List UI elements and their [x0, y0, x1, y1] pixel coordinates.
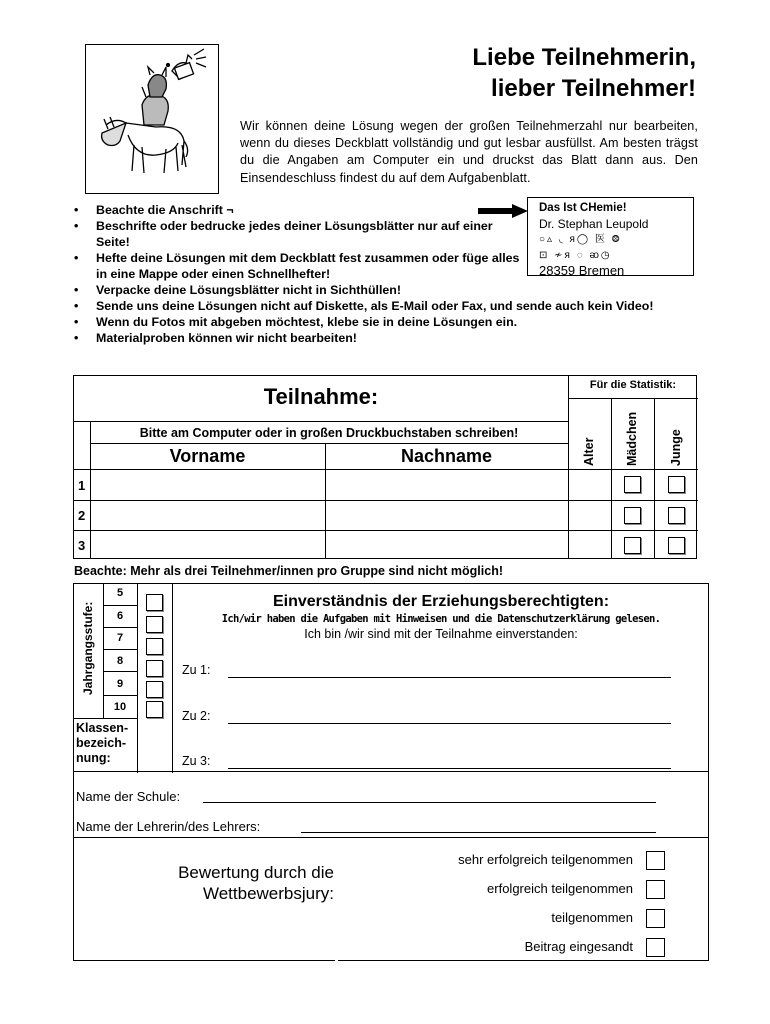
- column-boys: Junge: [669, 429, 683, 466]
- last-name-input-3[interactable]: [326, 531, 567, 558]
- first-name-input-1[interactable]: [91, 470, 324, 499]
- rating-option-label: teilgenommen: [551, 910, 633, 925]
- row-number: 3: [78, 538, 86, 553]
- address-line-2: Dr. Stephan Leupold: [539, 216, 649, 231]
- list-item: • Beachte die Anschrift ¬: [74, 202, 704, 218]
- rating-option-label: erfolgreich teilgenommen: [487, 881, 633, 896]
- rating-checkbox-1[interactable]: [646, 851, 665, 870]
- intro-text: Wir können deine Lösung wegen der großen Teilnehmerzahl nur bearbeiten, wenn du dieses Deckblatt vollständig und gut lesbar ausfüllst. Am besten trägst du die Angaben am Computer ein und druckst das Blatt dann aus. Den Einsendeschluss findest du auf dem Aufgabenblatt.: [240, 119, 698, 185]
- class-input[interactable]: [139, 721, 171, 771]
- rating-label: Bewertung durch die Wettbewerbsjury:: [178, 863, 334, 903]
- rating-checkbox-4[interactable]: [646, 938, 665, 957]
- consent-title: Einverständnis der Erziehungsberechtigten:: [272, 593, 610, 610]
- grade-9-label: 9: [116, 678, 124, 690]
- school-input-line[interactable]: [203, 802, 656, 803]
- consent-section: [73, 583, 709, 961]
- girl-checkbox-2[interactable]: [624, 507, 641, 524]
- girl-checkbox-3[interactable]: [624, 537, 641, 554]
- grade-5-label: 5: [116, 587, 124, 599]
- registration-table: [73, 375, 697, 559]
- age-input-2[interactable]: [569, 501, 610, 529]
- registration-heading: Teilnahme:: [263, 384, 379, 409]
- last-name-input-2[interactable]: [326, 501, 567, 529]
- address-line-4: ⊡ ≁ᴙ ◌ ᴔ◷: [539, 249, 612, 261]
- signature-line-2[interactable]: [228, 723, 671, 724]
- address-line-1: Das Ist CHemie!: [539, 202, 627, 214]
- boy-checkbox-3[interactable]: [668, 537, 685, 554]
- signature-line-1[interactable]: [228, 677, 671, 678]
- signature-label-1: Zu 1:: [182, 663, 211, 677]
- grade-10-label: 10: [113, 701, 127, 713]
- statistics-label: Für die Statistik:: [589, 379, 677, 391]
- first-name-input-2[interactable]: [91, 501, 324, 529]
- page-title: [380, 42, 696, 104]
- title-line-2: lieber Teilnehmer!: [491, 75, 696, 102]
- instruction-text: Bitte am Computer oder in großen Druckbuchstaben schreiben!: [139, 426, 519, 440]
- age-input-3[interactable]: [569, 531, 610, 558]
- rating-checkbox-2[interactable]: [646, 880, 665, 899]
- grade-8-checkbox[interactable]: [146, 660, 163, 677]
- teacher-label: Name der Lehrerin/des Lehrers:: [76, 819, 261, 834]
- column-age: Alter: [582, 437, 596, 466]
- column-girls: Mädchen: [625, 411, 639, 466]
- illustration-drawing: [86, 45, 216, 191]
- boy-checkbox-1[interactable]: [668, 476, 685, 493]
- list-item: • Wenn du Fotos mit abgeben möchtest, klebe sie in deine Lösungen ein.: [74, 314, 704, 330]
- rating-option-label: Beitrag eingesandt: [524, 939, 633, 954]
- first-name-input-3[interactable]: [91, 531, 324, 558]
- class-label: Klassen- bezeich- nung:: [76, 721, 129, 765]
- list-item: • Hefte deine Lösungen mit dem Deckblatt fest zusammen oder füge alles in eine Mappe oder einen Schnellhefter!: [74, 250, 526, 282]
- grade-label: Jahrgangsstufe:: [81, 601, 95, 695]
- girl-checkbox-1[interactable]: [624, 476, 641, 493]
- age-input-1[interactable]: [569, 470, 610, 499]
- column-first-name: Vorname: [169, 446, 246, 466]
- grade-8-label: 8: [116, 655, 124, 667]
- grade-5-checkbox[interactable]: [146, 594, 163, 611]
- grade-7-checkbox[interactable]: [146, 638, 163, 655]
- consent-agree-text: Ich bin /wir sind mit der Teilnahme einverstanden:: [304, 627, 578, 641]
- group-size-note: Beachte: Mehr als drei Teilnehmer/innen pro Gruppe sind nicht möglich!: [74, 564, 503, 578]
- teacher-input-line[interactable]: [301, 832, 656, 833]
- signature-label-3: Zu 3:: [182, 754, 211, 768]
- grade-6-label: 6: [116, 610, 124, 622]
- signature-line-3[interactable]: [228, 768, 671, 769]
- last-name-input-1[interactable]: [326, 470, 567, 499]
- school-label: Name der Schule:: [76, 789, 181, 804]
- list-item: • Verpacke deine Lösungsblätter nicht in Sichthüllen!: [74, 282, 704, 298]
- list-item: • Materialproben können wir nicht bearbeiten!: [74, 330, 704, 346]
- list-item: • Sende uns deine Lösungen nicht auf Diskette, als E-Mail oder Fax, und sende auch kein Video!: [74, 298, 704, 314]
- boy-checkbox-2[interactable]: [668, 507, 685, 524]
- rating-checkbox-3[interactable]: [646, 909, 665, 928]
- list-item: • Beschrifte oder bedrucke jedes deiner Lösungsblätter nur auf einer Seite!: [74, 218, 526, 250]
- grade-10-checkbox[interactable]: [146, 701, 163, 718]
- consent-subtitle: Ich/wir haben die Aufgaben mit Hinweisen und die Datenschutzerklärung gelesen.: [221, 613, 661, 625]
- address-line-5: 28359 Bremen: [539, 263, 625, 278]
- address-line-3: ○▵ ◟ ᴙ◯ 医 ⨷: [539, 234, 622, 245]
- row-number: 2: [78, 508, 86, 523]
- animal-tower-illustration: [85, 44, 219, 194]
- address-box: [527, 197, 694, 276]
- grade-9-checkbox[interactable]: [146, 681, 163, 698]
- rating-option-label: sehr erfolgreich teilgenommen: [458, 852, 633, 867]
- row-number: 1: [78, 478, 86, 493]
- column-last-name: Nachname: [400, 446, 493, 466]
- grade-6-checkbox[interactable]: [146, 616, 163, 633]
- arrow-right-icon: [478, 204, 528, 218]
- signature-label-2: Zu 2:: [182, 709, 211, 723]
- title-line-1: Liebe Teilnehmerin,: [472, 44, 696, 71]
- grade-7-label: 7: [116, 632, 124, 644]
